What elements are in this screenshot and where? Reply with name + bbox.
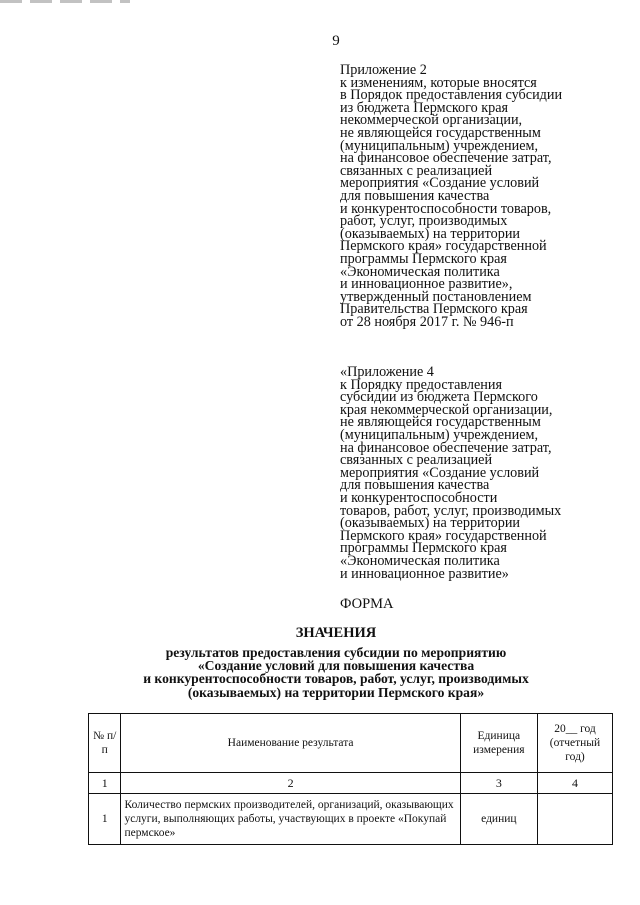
appendix-2-line: мероприятия «Создание условий xyxy=(340,175,540,192)
appendix-4-line: (оказываемых) на территории xyxy=(340,515,521,532)
row-value xyxy=(537,794,612,845)
column-number: 2 xyxy=(121,773,460,794)
appendix-4-line: и инновационное развитие» xyxy=(340,565,509,582)
appendix-2-line: программы Пермского края xyxy=(340,250,507,267)
appendix-2-line: от 28 ноября 2017 г. № 946-п xyxy=(340,313,514,330)
appendix-2-header xyxy=(340,64,610,328)
header-unit: Единица измерения xyxy=(460,714,537,773)
page-number: 9 xyxy=(332,33,340,49)
row-name: Количество пермских производителей, организаций, оказывающих услуги, выполняющих работы, участвующих в проекте «Покупай пермское» xyxy=(121,794,460,845)
appendix-2-line: некоммерческой организации, xyxy=(340,112,523,129)
appendix-2-line: и конкурентоспособности товаров, xyxy=(340,200,552,217)
appendix-2-line: из бюджета Пермского края xyxy=(340,99,509,116)
appendix-2-line: к изменениям, которые вносятся xyxy=(340,74,537,91)
header-name: Наименование результата xyxy=(121,714,460,773)
appendix-4-header xyxy=(340,366,610,580)
appendix-4-line: края некоммерческой организации, xyxy=(340,401,553,418)
appendix-2-line: «Экономическая политика xyxy=(340,263,500,280)
column-numbers-row xyxy=(89,773,613,794)
appendix-4-line: «Экономическая политика xyxy=(340,552,500,569)
header-num: № п/п xyxy=(89,714,121,773)
subtitle-line: результатов предоставления субсидии по мероприятию xyxy=(165,645,507,660)
appendix-2-line: (оказываемых) на территории xyxy=(340,225,521,242)
appendix-2-line: для повышения качества xyxy=(340,187,490,204)
appendix-4-line: товаров, работ, услуг, производимых xyxy=(340,502,562,519)
appendix-2-line: утвержденный постановлением xyxy=(340,288,532,305)
row-num: 1 xyxy=(89,794,121,845)
appendix-2-line: Правительства Пермского края xyxy=(340,301,528,318)
appendix-4-line: на финансовое обеспечение затрат, xyxy=(340,439,552,456)
subtitle-line: (оказываемых) на территории Пермского края» xyxy=(187,684,485,700)
appendix-2-line: не являющейся государственным xyxy=(340,124,541,141)
document-subtitle xyxy=(0,646,640,699)
appendix-4-line: к Порядку предоставления xyxy=(340,376,502,393)
column-number: 3 xyxy=(460,773,537,794)
column-number: 1 xyxy=(89,773,121,794)
appendix-2-line: связанных с реализацией xyxy=(340,162,493,179)
appendix-2-line: в Порядок предоставления субсидии xyxy=(340,87,563,104)
document-title: ЗНАЧЕНИЯ xyxy=(295,625,377,641)
appendix-2-line: Пермского края» государственной xyxy=(340,238,547,255)
appendix-4-line: мероприятия «Создание условий xyxy=(340,464,540,481)
appendix-2-line: (муниципальным) учреждением, xyxy=(340,137,539,154)
appendix-4-line: для повышения качества xyxy=(340,477,490,494)
subtitle-line: и конкурентоспособности товаров, работ, услуг, производимых xyxy=(143,671,529,687)
scan-artifact xyxy=(0,0,130,3)
table-row xyxy=(89,794,613,845)
column-number: 4 xyxy=(537,773,612,794)
appendix-4-line: субсидии из бюджета Пермского xyxy=(340,389,538,406)
appendix-4-line: «Приложение 4 xyxy=(340,364,434,380)
appendix-2-line: работ, услуг, производимых xyxy=(340,213,508,230)
appendix-2-line: Приложение 2 xyxy=(340,62,427,78)
table-header-row xyxy=(89,714,613,773)
row-unit: единиц xyxy=(460,794,537,845)
subtitle-line: «Создание условий для повышения качества xyxy=(197,658,475,674)
appendix-4-line: связанных с реализацией xyxy=(340,452,493,469)
results-table xyxy=(88,713,613,845)
appendix-4-line: программы Пермского края xyxy=(340,540,507,557)
appendix-2-line: на финансовое обеспечение затрат, xyxy=(340,150,552,167)
appendix-4-line: Пермского края» государственной xyxy=(340,527,547,544)
form-label: ФОРМА xyxy=(340,596,394,612)
appendix-4-line: и конкурентоспособности xyxy=(340,489,498,506)
header-year: 20__ год (отчетный год) xyxy=(537,714,612,773)
appendix-4-line: (муниципальным) учреждением, xyxy=(340,426,539,443)
appendix-2-line: и инновационное развитие», xyxy=(340,276,513,293)
appendix-4-line: не являющейся государственным xyxy=(340,414,541,431)
